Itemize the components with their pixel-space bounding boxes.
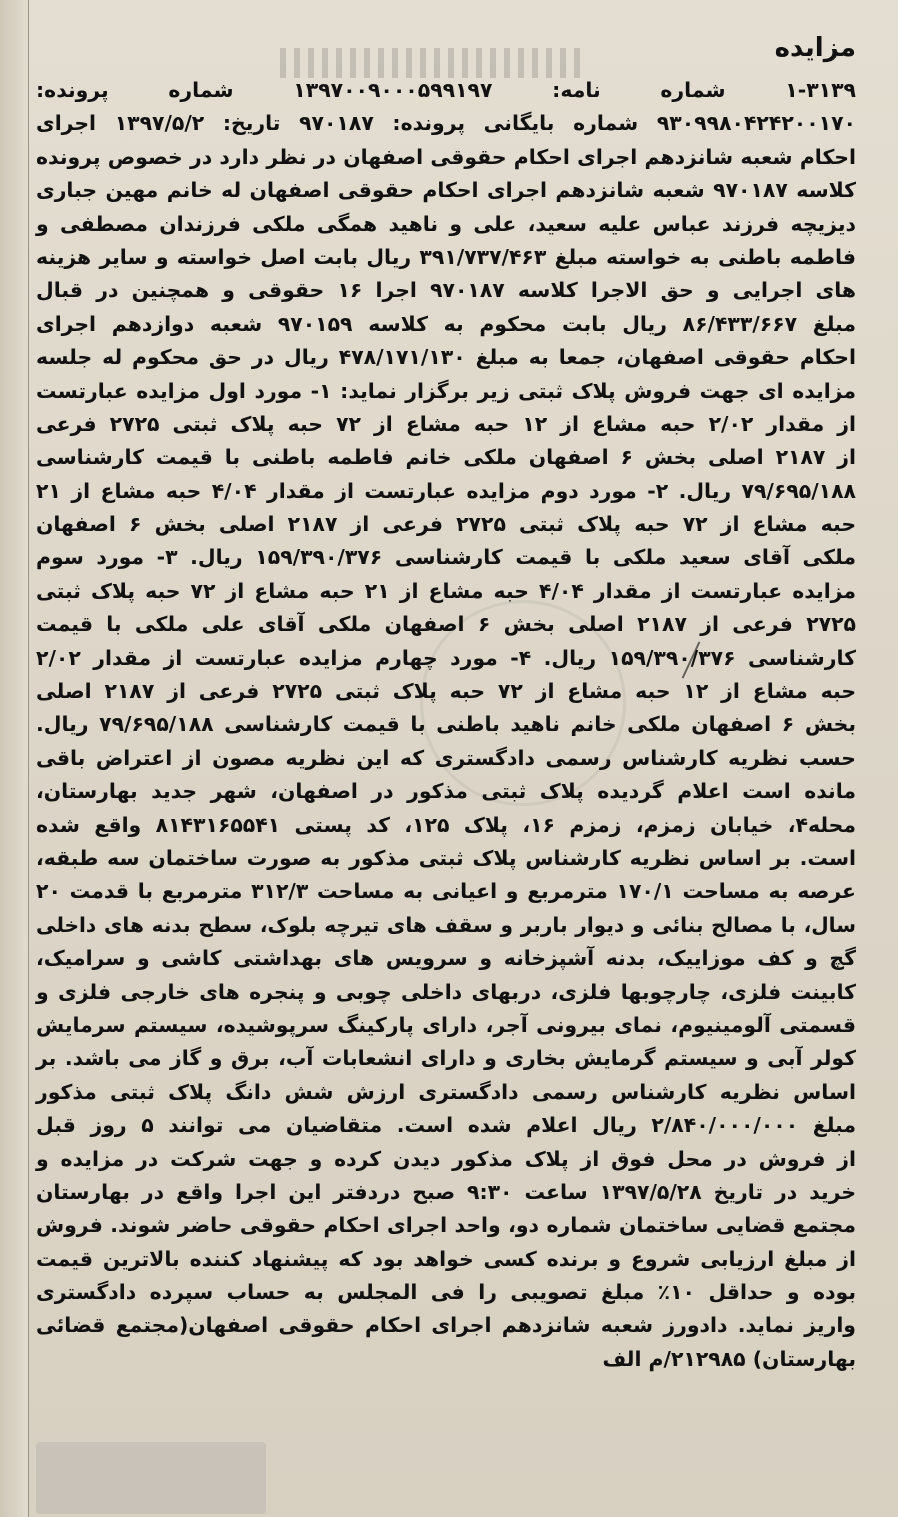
notice-line: کلاسه ۹۷۰۱۸۷ شعبه شانزدهم اجرای احکام حقوقی اصفهان له خانم مهین جباری [36,178,857,203]
notice-line: ملکی آقای سعید ملکی با قیمت کارشناسی ۱۵۹/۳۹۰/۳۷۶ ریال. ۳- مورد سوم [36,545,856,570]
notice-line: گچ و کف موزاییک، بدنه آشپزخانه و سرویس های بهداشتی کاشی و سرامیک، [36,946,856,971]
notice-line: واریز نماید. دادورز شعبه شانزدهم اجرای احکام حقوقی اصفهان(مجتمع قضائی [36,1313,856,1338]
auction-notice [36,30,856,1376]
notice-line: سال، با مصالح بنائی و دیوار باربر و سقف های تیرچه بلوک، سطح بدنه های داخلی [36,912,856,937]
notice-footer: بهارستان) ۲۱۲۹۸۵/م الف [602,1346,856,1371]
notice-line: اساس نظریه کارشناس رسمی دادگستری ارزش شش دانگ پلاک ثبتی مذکور [36,1079,856,1104]
notice-line: از مقدار ۲/۰۲ حبه مشاع از ۱۲ حبه مشاع از ۷۲ حبه پلاک ثبتی ۲۷۲۵ فرعی [36,411,857,436]
notice-line: کابینت فلزی، چارچوبها فلزی، دربهای داخلی چوبی و پنجره های خارجی فلزی و [36,979,856,1004]
notice-line: حبه مشاع از ۱۲ حبه مشاع از ۷۲ حبه پلاک ثبتی ۲۷۲۵ فرعی از ۲۱۸۷ اصلی [36,679,857,704]
notice-line: بوده و حداقل ۱۰٪ مبلغ تصویبی را فی المجلس به حساب سپرده دادگستری [36,1280,856,1305]
redacted-area [36,1442,266,1514]
notice-line: دیزیچه فرزند عباس علیه سعید، علی و ناهید همگی ملکی فرزندان مصطفی و [36,211,856,236]
notice-line: مبلغ ۸۶/۴۳۳/۶۶۷ ریال بابت محکوم به کلاسه ۹۷۰۱۵۹ شعبه دوازدهم اجرای [36,311,856,336]
notice-line: کولر آبی و سیستم گرمایش بخاری و دارای انشعابات آب، برق و گاز می باشد. بر [36,1046,856,1071]
notice-body [36,74,856,1343]
notice-line: حسب نظریه کارشناس رسمی دادگستری که این نظریه مصون از اعتراض باقی [36,745,856,770]
notice-line: است. بر اساس نظریه کارشناس پلاک ثبتی مذکور به صورت ساختمان سه طبقه، [36,845,856,870]
notice-line: عرصه به مساحت ۱۷۰/۱ مترمربع و اعیانی به مساحت ۳۱۲/۳ مترمربع با قدمت ۲۰ [36,879,856,904]
notice-line: ۱-۳۱۳۹ شماره نامه: ۱۳۹۷۰۰۹۰۰۰۵۹۹۱۹۷ شماره پرونده: [36,78,856,102]
notice-line: مجتمع قضایی ساختمان شماره دو، واحد اجرای احکام حقوقی حاضر شوند. فروش [36,1213,856,1238]
notice-line: از مبلغ ارزیابی شروع و برنده کسی خواهد بود که پیشنهاد کننده بالاترین قیمت [36,1246,856,1271]
adjacent-column-strip [0,0,29,1517]
notice-line: های اجرایی و حق الاجرا کلاسه ۹۷۰۱۸۷ اجرا ۱۶ حقوقی و همچنین در قبال [36,278,856,303]
notice-line: احکام حقوقی اصفهان، جمعا به مبلغ ۴۷۸/۱۷۱/۱۳۰ ریال در حق محکوم له جلسه [36,345,856,370]
notice-line: کارشناسی ۱۵۹/۳۹۰/۳۷۶ ریال. ۴- مورد چهارم مزایده عبارتست از مقدار ۲/۰۲ [36,645,856,670]
notice-line: از ۲۱۸۷ اصلی بخش ۶ اصفهان ملکی خانم فاطمه باطنی با قیمت کارشناسی [36,445,856,470]
notice-line: ۹۳۰۹۹۸۰۴۲۴۲۰۰۱۷۰ شماره بایگانی پرونده: ۹۷۰۱۸۷ تاریخ: ۱۳۹۷/۵/۲ اجرای [36,111,856,136]
notice-line: حبه مشاع از ۷۲ حبه پلاک ثبتی ۲۷۲۵ فرعی از ۲۱۸۷ اصلی بخش ۶ اصفهان [36,512,857,537]
notice-title: مزایده [774,33,856,63]
notice-line: مزایده عبارتست از مقدار ۴/۰۴ حبه مشاع از ۲۱ حبه مشاع از ۷۲ حبه پلاک ثبتی [36,578,856,603]
notice-line: قسمتی آلومینیوم، نمای بیرونی آجر، دارای پارکینگ سرپوشیده، سیستم سرمایش [36,1012,856,1037]
notice-line: احکام شعبه شانزدهم اجرای احکام حقوقی اصفهان در نظر دارد در خصوص پرونده [36,144,856,169]
notice-line: مانده است اعلام گردیده پلاک ثبتی مذکور در اصفهان، شهر جدید بهارستان، [36,779,856,804]
notice-line: ۷۹/۶۹۵/۱۸۸ ریال. ۲- مورد دوم مزایده عبارتست از مقدار ۴/۰۴ حبه مشاع از ۲۱ [36,478,856,503]
notice-line: ۲۷۲۵ فرعی از ۲۱۸۷ اصلی بخش ۶ اصفهان ملکی آقای علی ملکی با قیمت [36,612,856,637]
notice-line: محله۴، خیابان زمزم، زمزم ۱۶، پلاک ۱۲۵، کد پستی ۸۱۴۳۱۶۵۵۴۱ واقع شده [36,812,856,837]
notice-line: بخش ۶ اصفهان ملکی خانم ناهید باطنی با قیمت کارشناسی ۷۹/۶۹۵/۱۸۸ ریال. [36,712,857,737]
notice-line: مزایده ای جهت فروش پلاک ثبتی زیر برگزار نماید: ۱- مورد اول مزایده عبارتست [36,378,856,403]
notice-line: فاطمه باطنی به خواسته مبلغ ۳۹۱/۷۳۷/۴۶۳ ریال بابت اصل خواسته و سایر هزینه [36,244,856,269]
notice-line: از فروش در محل فوق از پلاک مذکور دیدن کرده و جهت شرکت در مزایده و [36,1146,856,1171]
notice-line: مبلغ ۲/۸۴۰/۰۰۰/۰۰۰ ریال اعلام شده است. متقاضیان می توانند ۵ روز قبل [36,1113,856,1138]
notice-line: خرید در تاریخ ۱۳۹۷/۵/۲۸ ساعت ۹:۳۰ صبح دردفتر این اجرا واقع در بهارستان [36,1179,857,1204]
